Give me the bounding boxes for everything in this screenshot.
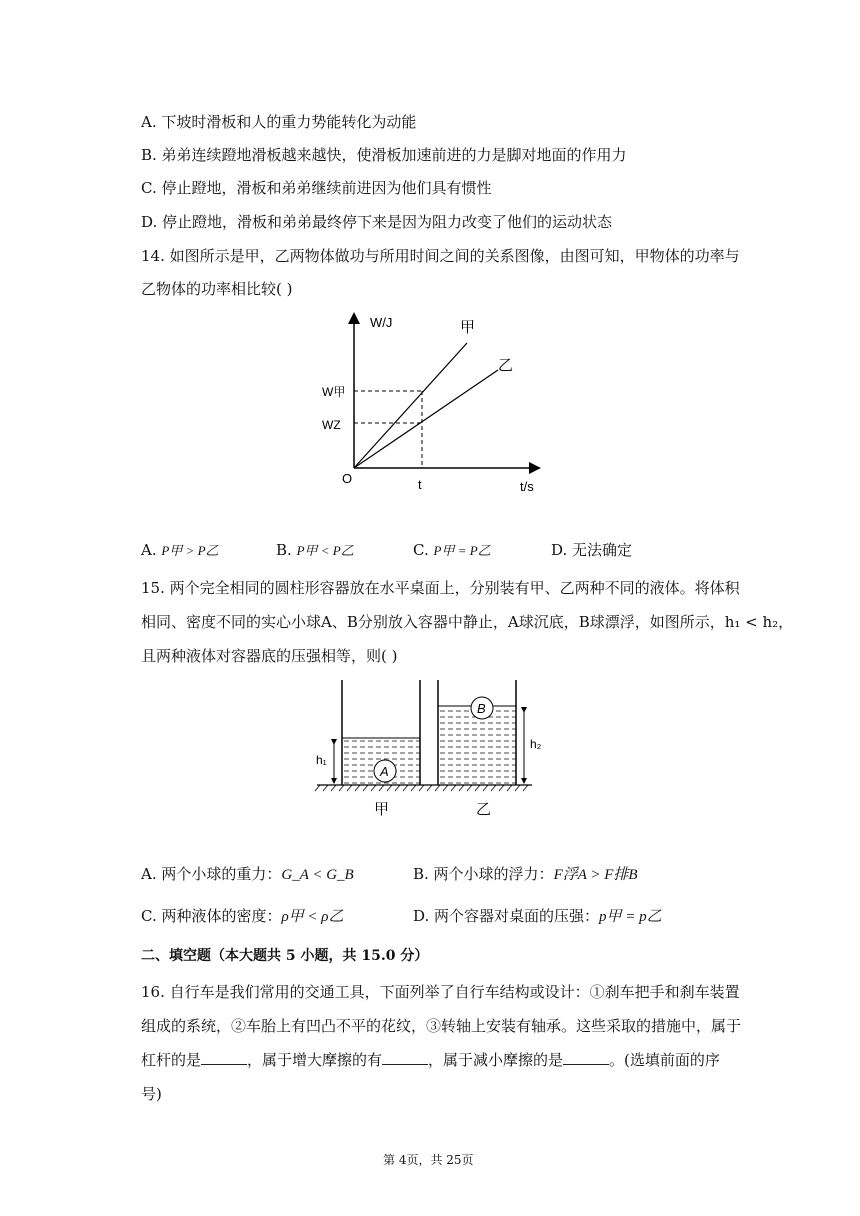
ball-a-label: A (380, 764, 389, 779)
h2-label: h₂ (530, 737, 542, 751)
q16-line4: 号) (141, 1085, 162, 1103)
x-axis-label: t/s (520, 479, 534, 494)
y-axis-label: W/J (370, 315, 393, 330)
right-container-label: 乙 (476, 801, 492, 818)
h1-label: h₁ (316, 753, 327, 767)
answer-blank-3[interactable] (563, 1050, 609, 1065)
q14-option-c: C. P甲 = P乙 (413, 541, 491, 559)
answer-blank-2[interactable] (382, 1050, 428, 1065)
line-jia-label: 甲 (460, 319, 476, 336)
line-jia (354, 343, 467, 468)
q15-option-a-expr: G_A < G_B (281, 867, 354, 883)
w-yi-label: WZ (322, 418, 341, 432)
q16-line1: 16. 自行车是我们常用的交通工具，下面列举了自行车结构或设计：①刹车把手和刹车装置 (141, 983, 740, 1001)
q13-option-d: D. 停止蹬地，滑板和弟弟最终停下来是因为阻力改变了他们的运动状态 (141, 213, 613, 231)
q14-option-b: B. P甲 < P乙 (276, 541, 354, 559)
q15-stem-line1: 15. 两个完全相同的圆柱形容器放在水平桌面上，分别装有甲、乙两种不同的液体。将体积 (141, 579, 740, 597)
q15-stem-line3: 且两种液体对容器底的压强相等，则( ) (141, 647, 398, 665)
q14-option-a-expr: P甲 > P乙 (161, 543, 219, 558)
q15-option-a: A. 两个小球的重力：G_A < G_B (141, 865, 354, 883)
q13-option-c: C. 停止蹬地，滑板和弟弟继续前进因为他们具有惯性 (141, 179, 492, 197)
q15-option-c-expr: ρ甲 < ρ乙 (281, 909, 344, 925)
ball-b-label: B (477, 701, 486, 716)
section-heading: 二、填空题（本大题共 5 小题，共 15.0 分） (141, 948, 429, 964)
q13-option-a: A. 下坡时滑板和人的重力势能转化为动能 (141, 113, 417, 131)
left-container-label: 甲 (374, 801, 390, 818)
origin-label: O (342, 471, 353, 486)
q13-option-b: B. 弟弟连续蹬地滑板越来越快，使滑板加速前进的力是脚对地面的作用力 (141, 146, 627, 164)
q15-stem-line2: 相同、密度不同的实心小球A、B分别放入容器中静止，A球沉底，B球漂浮，如图所示，h₁ < h₂， (141, 613, 794, 631)
q15-option-d: D. 两个容器对桌面的压强：p甲 = p乙 (413, 907, 662, 925)
q14-option-c-expr: P甲 = P乙 (433, 543, 491, 558)
q14-option-b-expr: P甲 < P乙 (296, 543, 354, 558)
q14-stem-line2: 乙物体的功率相比较( ) (141, 280, 293, 298)
q15-option-c: C. 两种液体的密度：ρ甲 < ρ乙 (141, 907, 344, 925)
q15-option-d-expr: p甲 = p乙 (599, 909, 662, 925)
q14-stem-line1: 14. 如图所示是甲，乙两物体做功与所用时间之间的关系图像，由图可知，甲物体的功率与 (141, 247, 740, 265)
line-yi (354, 370, 498, 468)
q16-line3: 杠杆的是 ，属于增大摩擦的有 ，属于减小摩擦的是 。(选填前面的序 (141, 1051, 720, 1069)
q15-option-b: B. 两个小球的浮力：F浮A > F排B (413, 865, 638, 883)
page-footer: 第 4页，共 25页 (383, 1153, 474, 1167)
answer-blank-1[interactable] (201, 1050, 247, 1065)
line-yi-label: 乙 (498, 357, 514, 374)
t-label: t (418, 477, 422, 492)
work-time-graph (310, 305, 560, 500)
q14-option-d: D. 无法确定 (551, 541, 633, 559)
ground-hatch (315, 785, 528, 791)
w-jia-label: W甲 (322, 385, 346, 399)
q16-line2: 组成的系统，②车胎上有凹凸不平的花纹，③转轴上安装有轴承。这些采取的措施中，属于 (141, 1017, 742, 1035)
q14-option-a: A. P甲 > P乙 (141, 541, 219, 559)
containers-figure (312, 672, 542, 822)
q15-option-b-expr: F浮A > F排B (553, 867, 638, 883)
